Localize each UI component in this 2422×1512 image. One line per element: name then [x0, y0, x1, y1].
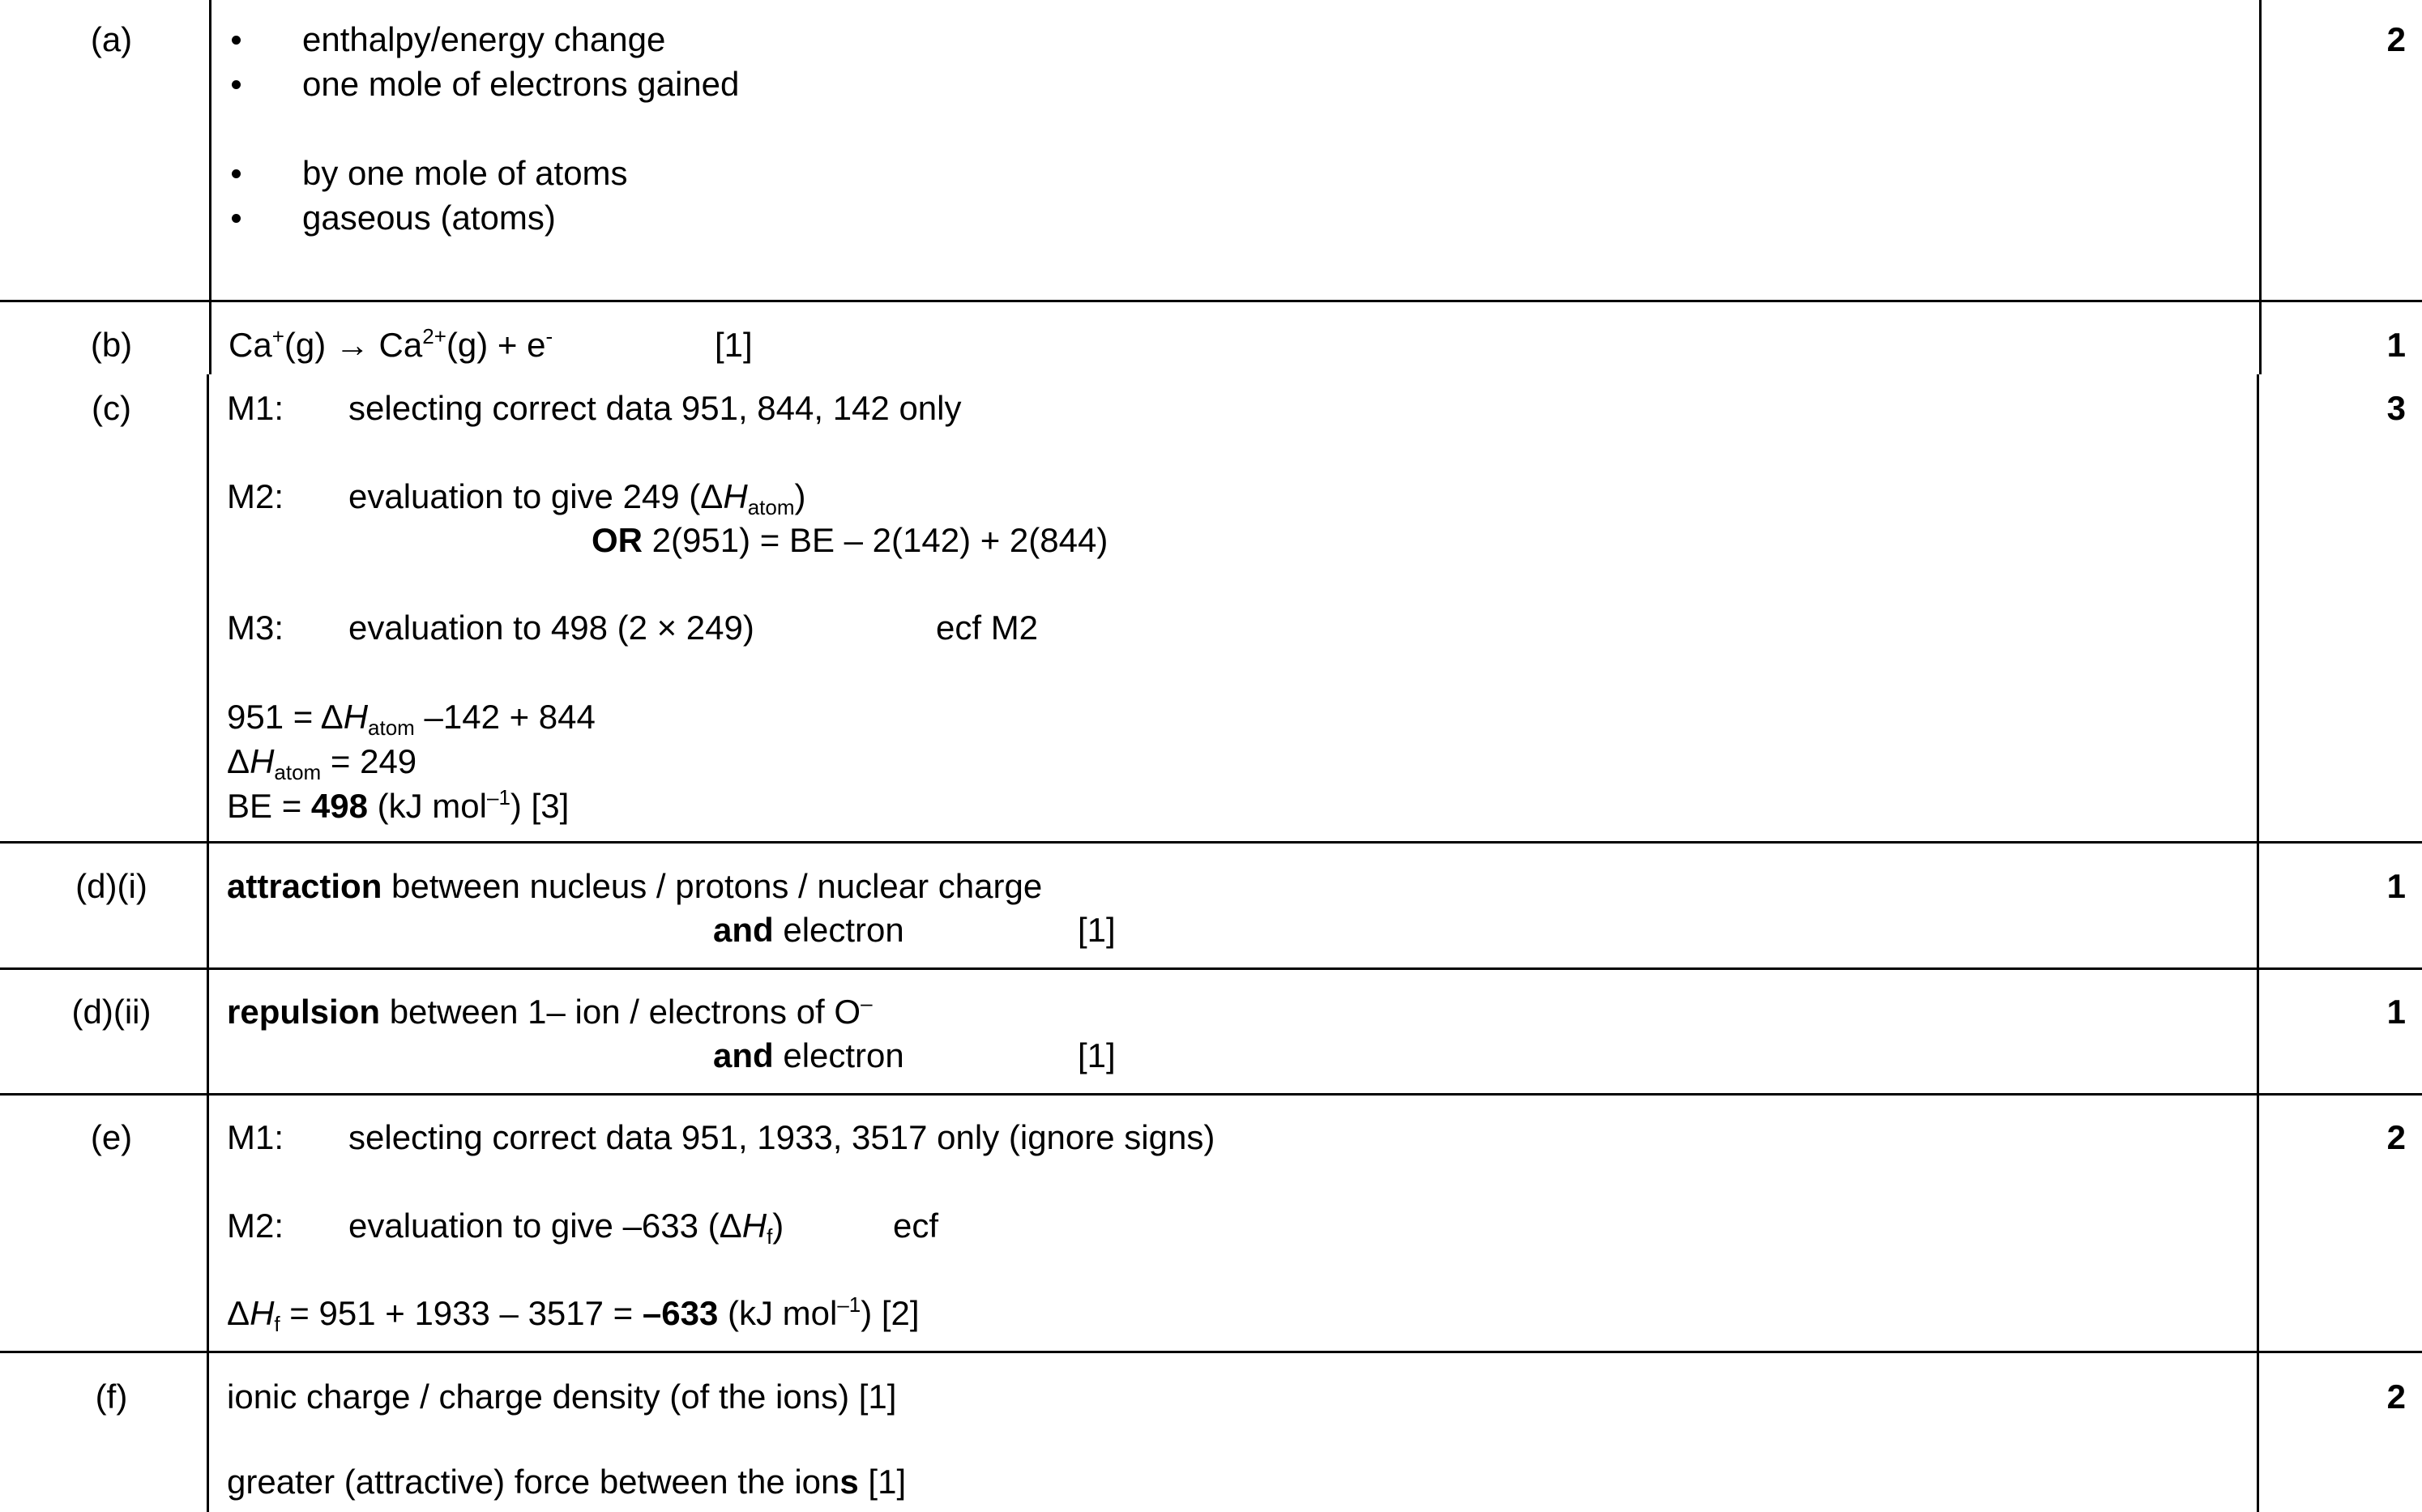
- answer-text: repulsion between 1– ion / electrons of O–: [227, 991, 873, 1031]
- answer-point: gaseous (atoms): [302, 199, 556, 237]
- bullet-icon: [232, 36, 241, 45]
- ionisation-equation: $Ca^+(g) \to Ca^{2+}(g) + e^-$: [229, 324, 553, 364]
- marks-value: 2: [2386, 1377, 2406, 1416]
- answer-line: greater (attractive) force between the ions [1]: [227, 1463, 907, 1501]
- m3-tag: M3:: [227, 609, 284, 647]
- bullet-icon: [232, 80, 241, 89]
- m2-text: evaluation to give 249 $(\Delta H_{atom})$: [348, 477, 806, 519]
- working-line: $\Delta H_f = 951 + 1933 - 3517 = -633$ (kJ mol$^{-1}$) [2]: [227, 1292, 920, 1336]
- question-label: (f): [95, 1377, 128, 1416]
- mark-note: [1]: [1078, 1036, 1116, 1074]
- m1-text: selecting correct data 951, 844, 142 only: [348, 389, 962, 427]
- marks-value: 2: [2386, 1118, 2406, 1156]
- marks-value: 1: [2386, 867, 2406, 905]
- marks-value: 1: [2386, 993, 2406, 1031]
- row-divider-dii-e: [0, 1093, 2422, 1096]
- working-line: BE = 498 (kJ mol$^{-1}$) [3]: [227, 785, 570, 825]
- alternative-method: OR 2(951) = BE – 2(142) + 2(844): [592, 521, 1108, 559]
- working-line: $\Delta H_{atom} = 249$: [227, 742, 417, 784]
- row-divider-c-di: [0, 841, 2422, 844]
- row-divider-a-b: [0, 300, 2422, 302]
- column-divider-left-bottom: [207, 374, 209, 1512]
- m1-text: selecting correct data 951, 1933, 3517 only (ignore signs): [348, 1118, 1215, 1156]
- marks-value: 3: [2386, 389, 2406, 427]
- bullet-icon: [232, 169, 241, 178]
- answer-continuation: and electron: [713, 1036, 904, 1074]
- m3-ecf: ecf M2: [936, 609, 1039, 647]
- marks-value: 1: [2386, 326, 2406, 364]
- answer-point: enthalpy/energy change: [302, 20, 666, 58]
- mark-note: [1]: [1078, 911, 1116, 949]
- mark-note: [1]: [715, 326, 753, 364]
- m2-ecf: ecf: [893, 1207, 939, 1245]
- row-divider-di-dii: [0, 967, 2422, 970]
- m2-tag: M2:: [227, 1207, 284, 1245]
- question-label: (d)(ii): [71, 993, 152, 1031]
- answer-line: ionic charge / charge density (of the ions) [1]: [227, 1377, 897, 1416]
- m2-tag: M2:: [227, 477, 284, 515]
- answer-text: attraction between nucleus / protons / nuclear charge: [227, 867, 1043, 905]
- marks-value: 2: [2386, 20, 2406, 58]
- m1-tag: M1:: [227, 389, 284, 427]
- answer-point: one mole of electrons gained: [302, 65, 740, 103]
- row-divider-e-f: [0, 1351, 2422, 1353]
- question-label: (b): [90, 326, 133, 364]
- m1-tag: M1:: [227, 1118, 284, 1156]
- working-line: $951 = \Delta H_{atom}$ –142 + 844: [227, 698, 596, 740]
- column-divider-right-top: [2259, 0, 2262, 374]
- question-label: (d)(i): [75, 867, 147, 905]
- bullet-icon: [232, 214, 241, 223]
- column-divider-right-bottom: [2257, 374, 2259, 1512]
- question-label: (c): [92, 389, 131, 427]
- question-label: (a): [90, 20, 133, 58]
- answer-continuation: and electron: [713, 911, 904, 949]
- question-label: (e): [90, 1118, 133, 1156]
- m3-text: evaluation to 498 (2 × 249): [348, 609, 754, 647]
- m2-text: evaluation to give –633 $(\Delta H_f)$: [348, 1207, 784, 1249]
- answer-point: by one mole of atoms: [302, 154, 628, 192]
